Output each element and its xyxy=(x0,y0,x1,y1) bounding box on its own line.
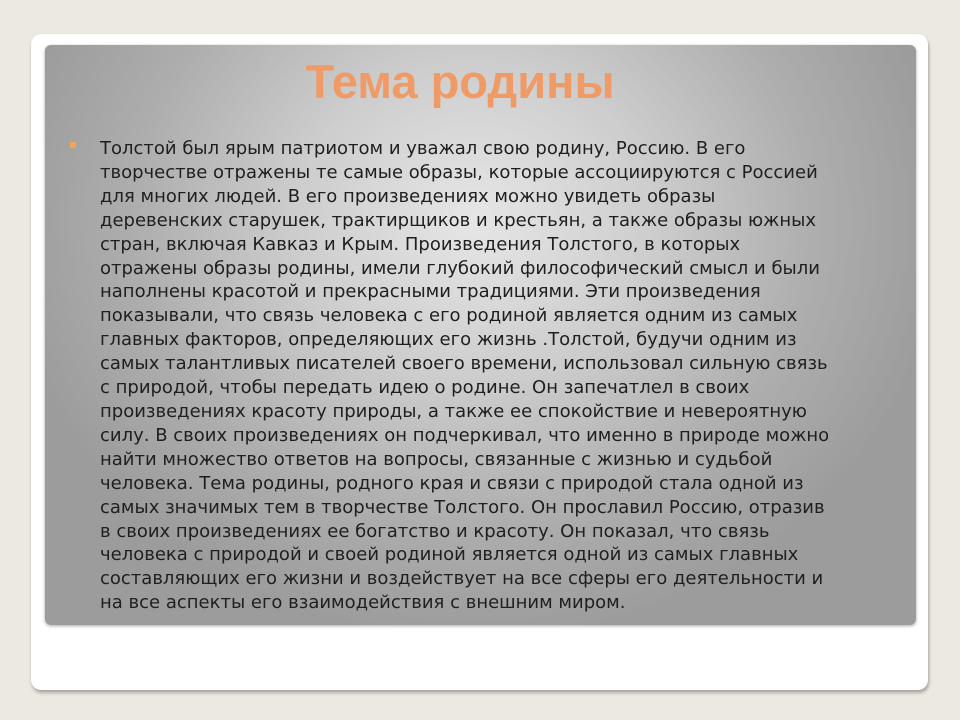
bullet-marker xyxy=(70,142,76,148)
slide-body-text: Толстой был ярым патриотом и уважал свою родину, Россию. В его творчестве отражены те самые образы, которые ассоциируются с Россией для многих людей. В его произведениях можно увидеть образы деревенских старушек, трактирщиков и крестьян, а также образы южных стран, включая Кавказ и Крым. Произведения Толстого, в которых отражены образы родины, имели глубокий философический смысл и были наполнены красотой и прекрасными традициями. Эти произведения показывали, что связь человека с его родиной является одним из самых главных факторов, определяющих его жизнь .Толстой, будучи одним из самых талантливых писателей своего времени, использовал сильную связь с природой, чтобы передать идею о родине. Он запечатлел в своих произведениях красоту природы, а также ее спокойствие и невероятную силу. В своих произведениях он подчеркивал, что именно в природе можно найти множество ответов на вопросы, связанные с жизнью и судьбой человека. Тема родины, родного края и связи с природой стала одной из самых значимых тем в творчестве Толстого. Он прославил Россию, отразив в своих произведениях ее богатство и красоту. Он показал, что связь человека с природой и своей родиной является одной из самых главных составляющих его жизни и воздействует на все сферы его деятельности и на все аспекты его взаимодействия с внешним миром. xyxy=(100,138,830,614)
slide-title: Тема родины xyxy=(305,55,615,108)
